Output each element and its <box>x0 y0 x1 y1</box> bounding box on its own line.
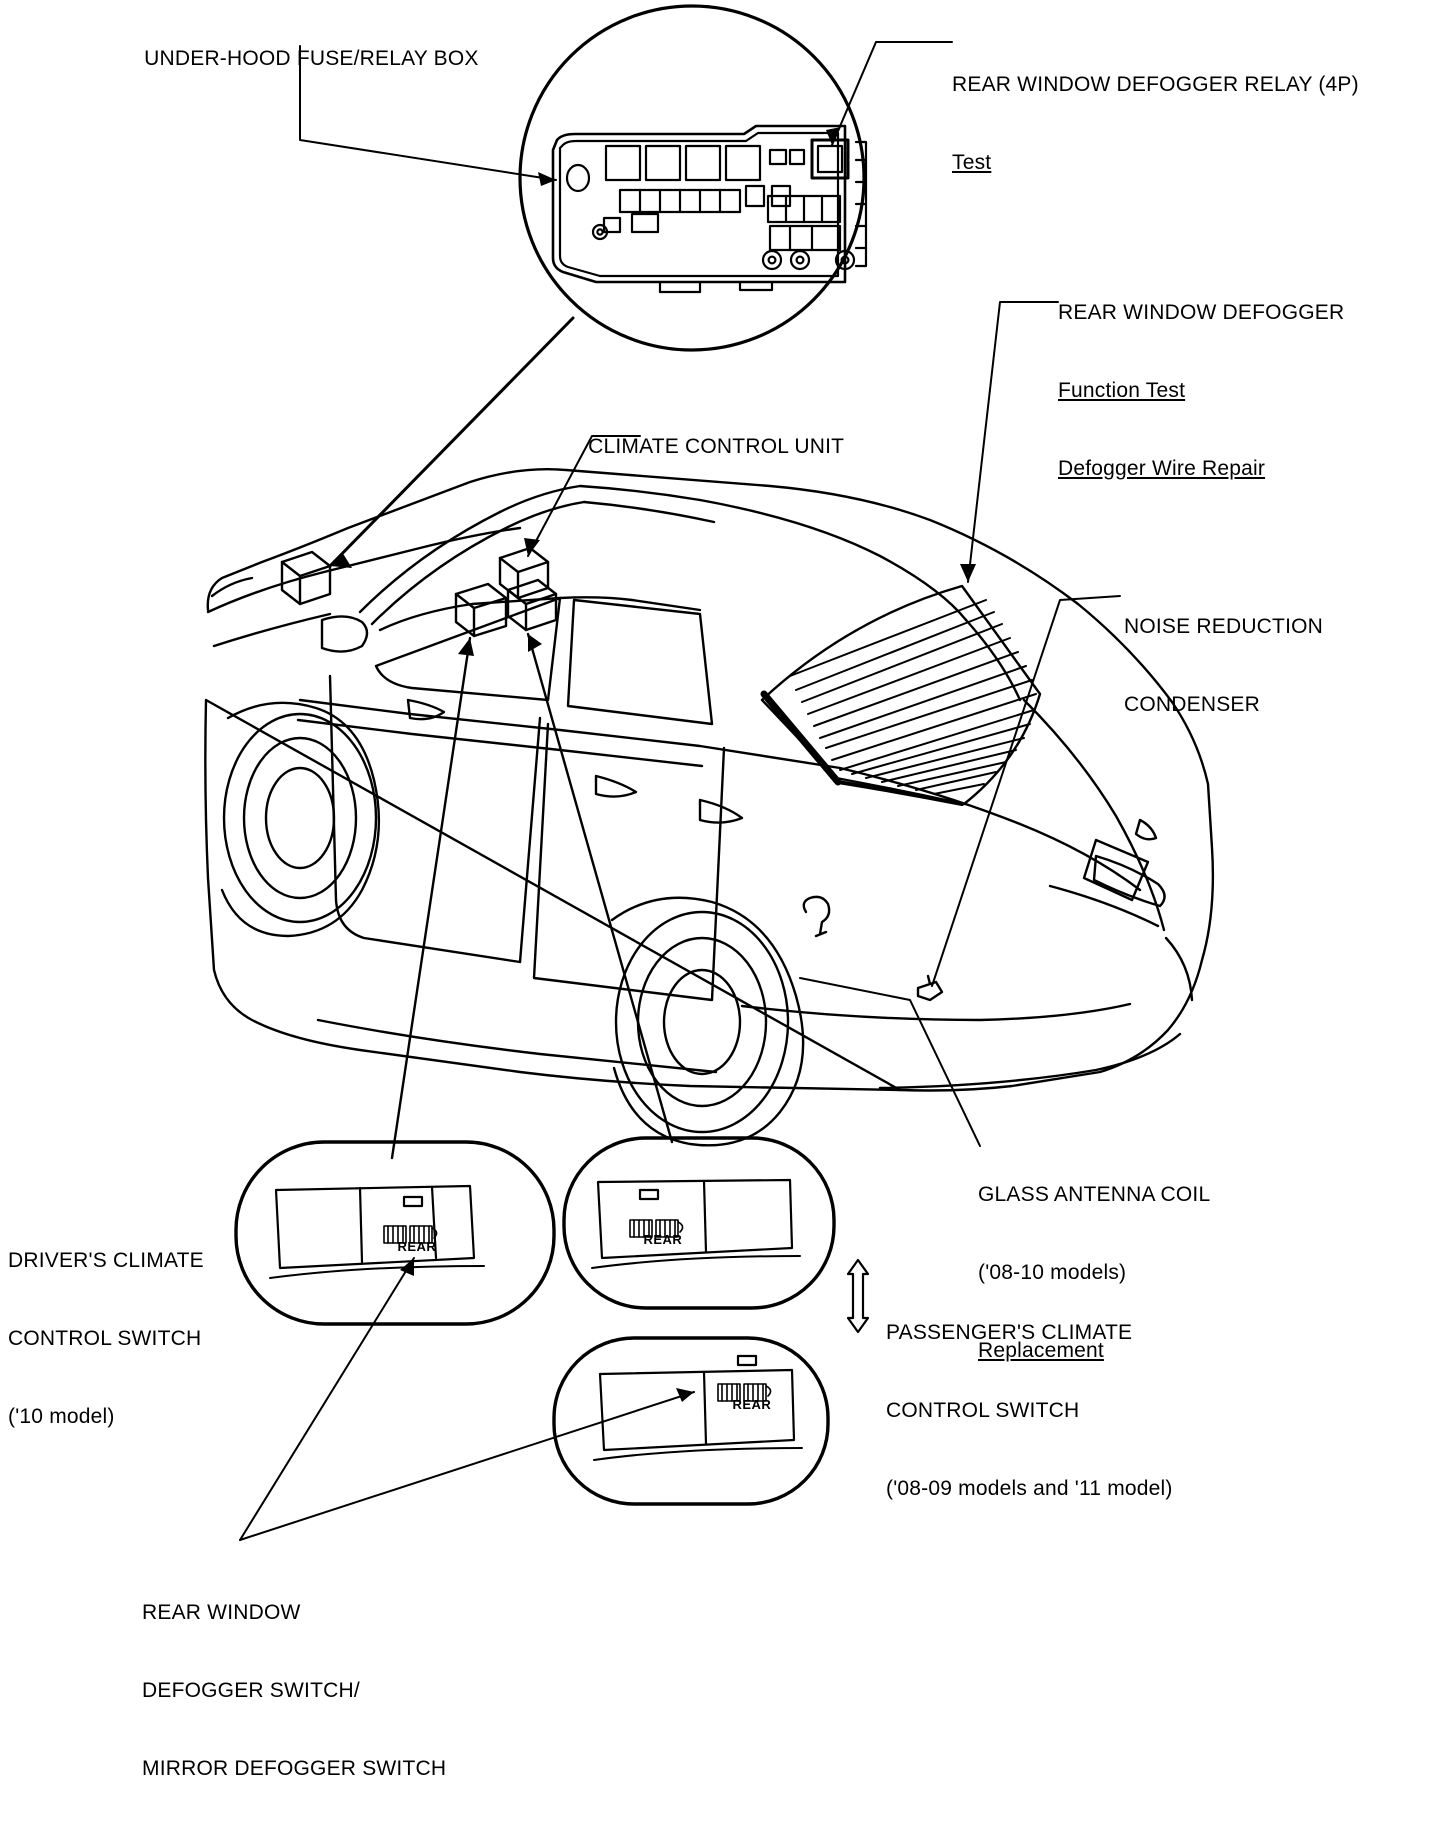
label-rear-window-defogger <box>1058 248 1344 534</box>
label-under-hood-fuse-relay-box <box>120 20 479 98</box>
leader-circle-to-car <box>330 318 573 568</box>
fuse-relay-box-illustration <box>553 126 866 292</box>
label-text-line1: GLASS ANTENNA COIL <box>978 1183 1211 1206</box>
car-illustration <box>205 469 1213 1145</box>
label-text-line1: DRIVER'S CLIMATE <box>8 1249 204 1272</box>
label-text: REAR <box>643 1232 683 1247</box>
relay-label-text: REAR WINDOW DEFOGGER RELAY (4P) <box>952 73 1359 96</box>
defogger-label-text: REAR WINDOW DEFOGGER <box>1058 301 1345 324</box>
cube-passenger-switch <box>508 580 556 630</box>
label-text-line1: PASSENGER'S CLIMATE <box>886 1321 1133 1344</box>
passenger-switch-lower-rear-text <box>716 1366 771 1444</box>
leader-glass-antenna-coil <box>800 978 980 1146</box>
label-text-line3: ('08-09 models and '11 model) <box>886 1477 1173 1500</box>
passenger-switch-callout-lower <box>554 1338 828 1504</box>
label-text: UNDER-HOOD FUSE/RELAY BOX <box>144 47 479 70</box>
label-text-line2: ('08-10 models) <box>978 1261 1127 1284</box>
leader-defogger-switch-right <box>240 1388 694 1540</box>
leader-noise-reduction-condenser <box>932 596 1120 986</box>
passenger-switch-upper-rear-text <box>627 1201 682 1279</box>
label-rear-window-defogger-switch <box>142 1548 446 1834</box>
defogger-wire-repair-link[interactable]: Defogger Wire Repair <box>1058 457 1266 480</box>
label-rear-window-defogger-relay <box>952 20 1359 228</box>
relay-test-link[interactable]: Test <box>952 151 992 174</box>
label-text-line2: CONTROL SWITCH <box>8 1327 202 1350</box>
label-text: REAR <box>732 1397 772 1412</box>
label-text-line1: NOISE REDUCTION <box>1124 615 1324 638</box>
label-climate-control-unit <box>564 408 844 486</box>
label-noise-reduction-condenser <box>1124 562 1323 770</box>
label-text: REAR <box>397 1239 437 1254</box>
variant-arrow <box>848 1260 868 1332</box>
label-text-line2: DEFOGGER SWITCH/ <box>142 1679 360 1702</box>
label-text-line3: MIRROR DEFOGGER SWITCH <box>142 1757 447 1780</box>
antenna-replacement-link[interactable]: Replacement <box>978 1339 1104 1362</box>
defogger-function-test-link[interactable]: Function Test <box>1058 379 1186 402</box>
label-text: CLIMATE CONTROL UNIT <box>588 435 845 458</box>
passenger-switch-callout-upper <box>564 1138 834 1308</box>
glass-antenna-coil-part <box>804 897 829 936</box>
cube-fuse-box <box>282 552 330 604</box>
label-passengers-climate-control-switch <box>886 1268 1173 1554</box>
driver-switch-rear-text <box>381 1208 436 1286</box>
label-text-line2: CONTROL SWITCH <box>886 1399 1080 1422</box>
label-drivers-climate-control-switch <box>8 1196 204 1482</box>
noise-reduction-condenser-part <box>918 976 942 1000</box>
label-text-line2: CONDENSER <box>1124 693 1260 716</box>
label-text-line1: REAR WINDOW <box>142 1601 301 1624</box>
label-text-line3: ('10 model) <box>8 1405 115 1428</box>
